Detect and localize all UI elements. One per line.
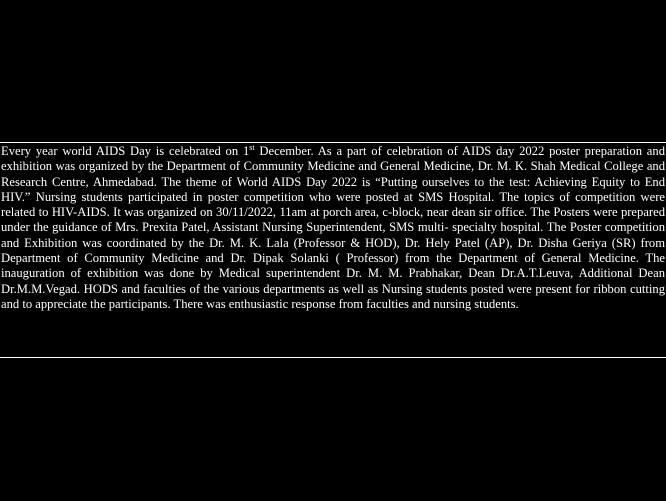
paragraph-text-rest: December. As a part of celebration of AIDS day 2022 poster preparation and exhibition was organized by the Department of Community Medicine and General Medicine, Dr. M. K. Shah Medical College and Research Centre, Ahmedabad. The theme of World AIDS Day 2022 is “Putting ourselves to the test: Achieving Equity to End HIV.” Nursing students participated in poster competition who were posted at SMS Hospital. The topics of competition were related to HIV-AIDS. It was organized on 30/11/2022, 11am at porch area, c-block, near dean sir office. The Posters were prepared under the guidance of Mrs. Prexita Patel, Assistant Nursing Superintendent, SMS multi- specialty hospital. The Poster competition and Exhibition was coordinated by the Dr. M. K. Lala (Professor & HOD), Dr. Hely Patel (AP), Dr. Disha Geriya (SR) from Department of Community Medicine and Dr. Dipak Solanki ( Professor) from the Department of General Medicine. The inauguration of exhibition was done by Medical superintendent Dr. M. M. Prabhakar, Dean Dr.A.T.Leuva, Additional Dean Dr.M.M.Vegad. HODS and faculties of the various departments as well as Nursing students posted were present for ribbon cutting and to appreciate the participants. There was enthusiastic response from faculties and nursing students. <box>1 144 665 311</box>
body-paragraph <box>1 144 665 312</box>
paragraph-text-start: Every year world AIDS Day is celebrated on 1 <box>1 144 250 158</box>
bottom-rule <box>0 357 666 358</box>
top-rule <box>0 142 666 143</box>
ordinal-superscript: st <box>249 142 255 152</box>
